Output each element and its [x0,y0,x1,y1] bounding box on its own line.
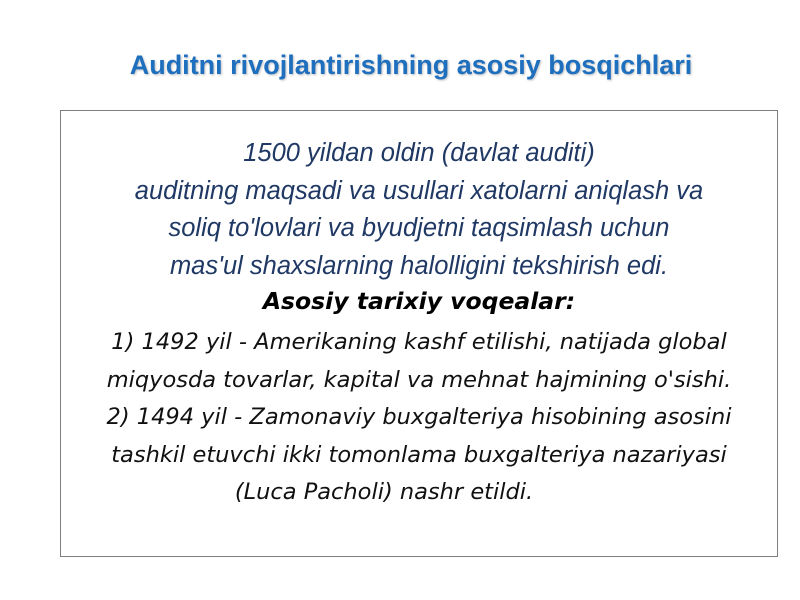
intro-line: 1500 yildan oldin (davlat auditi) [243,139,595,167]
intro-line: auditning maqsadi va usullari xatolarni aniqlash va [134,176,704,205]
event-line: (Luca Pacholi) nashr etildi. [234,479,534,505]
events-heading: Asosiy tarixiy voqealar: [262,287,576,315]
intro-line: mas'ul shaxslarning halolligini tekshirish edi. [169,251,669,280]
event-line: 1) 1492 yil - Amerikaning kashf etilishi, natijada global [111,329,727,355]
event-line: tashkil etuvchi ikki tomonlama buxgalteriya nazariyasi [111,441,727,468]
content-box [60,110,778,557]
intro-paragraph [61,135,777,285]
slide-title: Auditni rivojlantirishning asosiy bosqichlari [129,50,693,80]
intro-line: soliq to'lovlari va byudjetni taqsimlash uchun [168,214,670,242]
event-line: 2) 1494 yil - Zamonaviy buxgalteriya hisobining asosini [106,404,732,430]
event-line: miqyosda tovarlar, kapital va mehnat hajmining o'sishi. [106,366,732,393]
events-list [61,324,777,512]
